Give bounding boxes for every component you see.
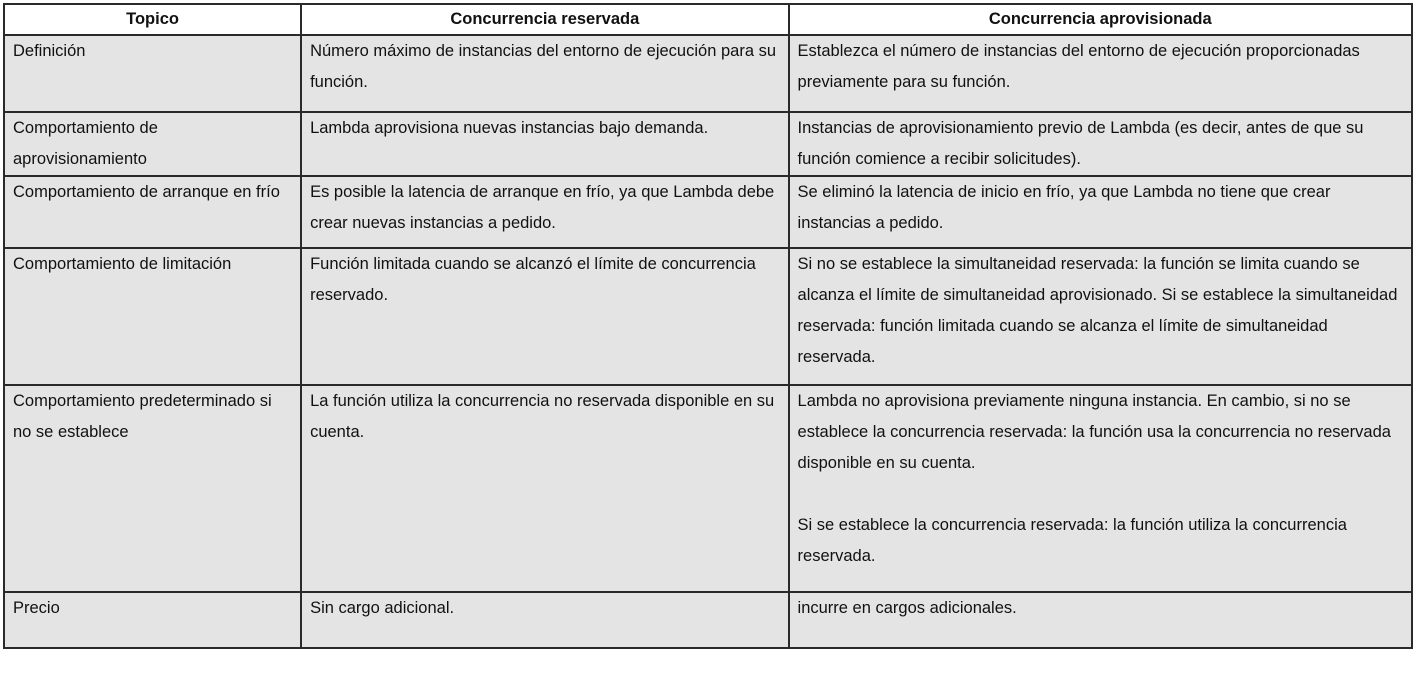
cell-provisioned: Establezca el número de instancias del entorno de ejecución proporcionadas previamente para su función. — [789, 35, 1412, 112]
table-row — [4, 385, 1412, 592]
cell-topic: Comportamiento de limitación — [4, 248, 301, 385]
cell-reserved: Número máximo de instancias del entorno de ejecución para su función. — [301, 35, 788, 112]
cell-topic: Definición — [4, 35, 301, 112]
header-topic: Topico — [4, 4, 301, 35]
header-provisioned: Concurrencia aprovisionada — [789, 4, 1412, 35]
cell-reserved: Sin cargo adicional. — [301, 592, 788, 648]
cell-provisioned: Se eliminó la latencia de inicio en frío, ya que Lambda no tiene que crear instancias a pedido. — [789, 176, 1412, 248]
comparison-table — [3, 3, 1413, 649]
cell-provisioned — [789, 385, 1412, 592]
header-row — [4, 4, 1412, 35]
cell-topic: Comportamiento predeterminado si no se establece — [4, 385, 301, 592]
cell-provisioned-paragraph: Lambda no aprovisiona previamente ninguna instancia. En cambio, si no se establece la concurrencia reservada: la función usa la concurrencia no reservada disponible en su cuenta. — [797, 392, 1391, 472]
cell-provisioned: incurre en cargos adicionales. — [789, 592, 1412, 648]
cell-topic: Comportamiento de arranque en frío — [4, 176, 301, 248]
table-row — [4, 112, 1412, 176]
cell-topic: Comportamiento de aprovisionamiento — [4, 112, 301, 176]
cell-reserved: La función utiliza la concurrencia no reservada disponible en su cuenta. — [301, 385, 788, 592]
table-row — [4, 176, 1412, 248]
table-row — [4, 592, 1412, 648]
cell-provisioned-paragraph-extra: Si se establece la concurrencia reservada: la función utiliza la concurrencia reservada. — [797, 516, 1347, 565]
table-row — [4, 35, 1412, 112]
cell-reserved: Función limitada cuando se alcanzó el límite de concurrencia reservado. — [301, 248, 788, 385]
header-reserved: Concurrencia reservada — [301, 4, 788, 35]
cell-provisioned: Instancias de aprovisionamiento previo de Lambda (es decir, antes de que su función comience a recibir solicitudes). — [789, 112, 1412, 176]
table-row — [4, 248, 1412, 385]
cell-provisioned: Si no se establece la simultaneidad reservada: la función se limita cuando se alcanza el límite de simultaneidad aprovisionado. Si se establece la simultaneidad reservada: función limitada cuando se alcanza el límite de simultaneidad reservada. — [789, 248, 1412, 385]
cell-reserved: Es posible la latencia de arranque en frío, ya que Lambda debe crear nuevas instancias a pedido. — [301, 176, 788, 248]
cell-reserved: Lambda aprovisiona nuevas instancias bajo demanda. — [301, 112, 788, 176]
cell-topic: Precio — [4, 592, 301, 648]
